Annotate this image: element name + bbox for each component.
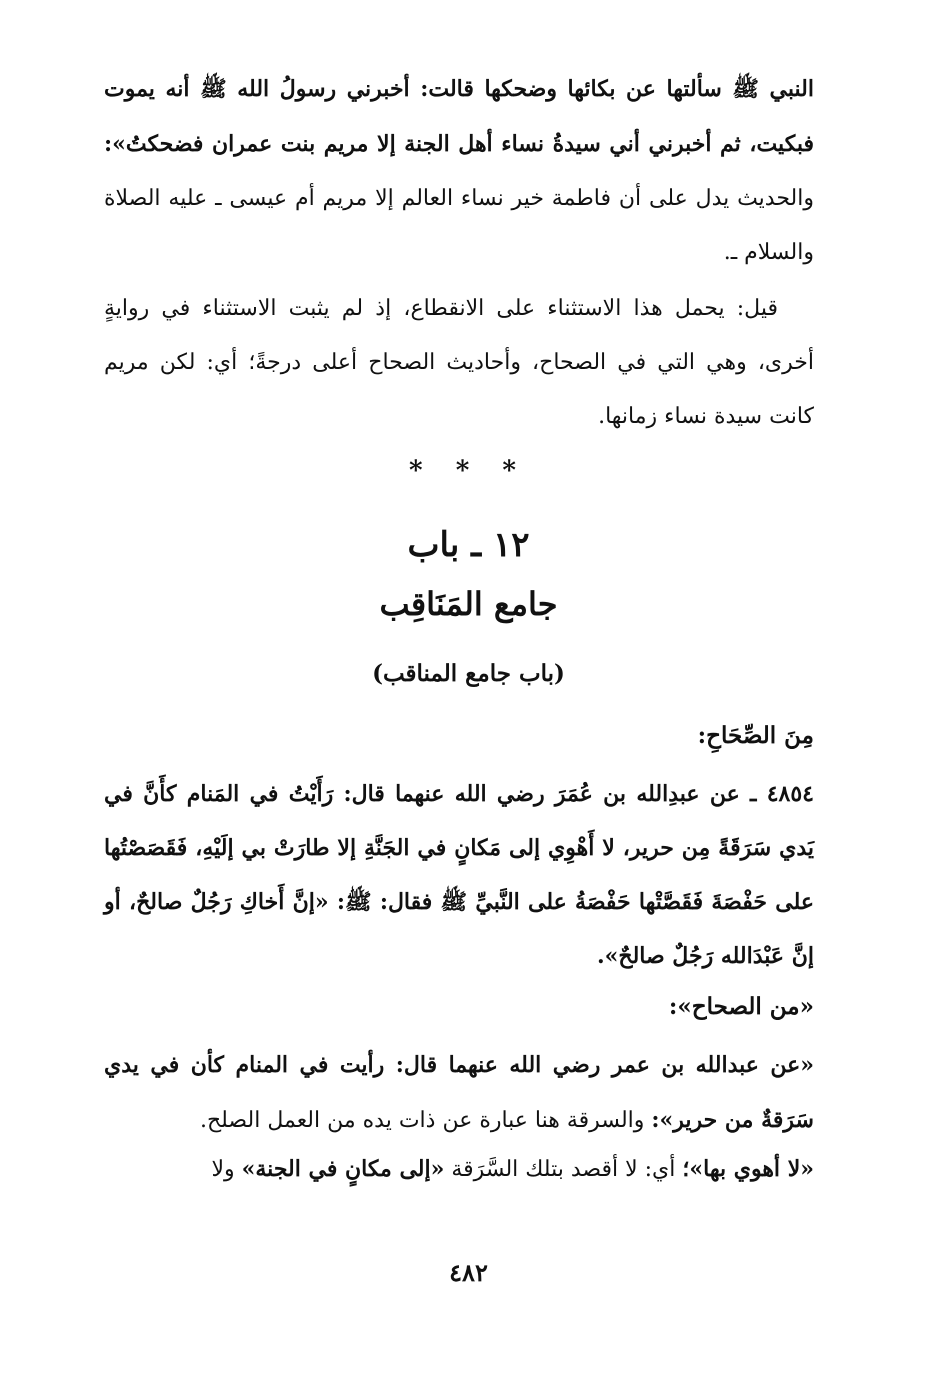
- commentary-text-b: ولا: [211, 1157, 235, 1182]
- section-label: مِنَ الصِّحَاحِ:: [697, 722, 814, 749]
- commentary-explanation-text: والسرقة هنا عبارة عن ذات يده من العمل الصلح.: [199, 1108, 645, 1133]
- opening-paragraph: [104, 62, 814, 280]
- hadith-text: ٤٨٥٤ ـ عن عبدِالله بن عُمَرَ رضي الله عنهما قال: رَأَيْتُ في المَنام كأَنَّ في يَدي سَرَقَةً مِن حرير، لا أَهْوِي إلى مَكانٍ في الجَنَّةِ إلا طارَتْ بي إلَيْهِ، فَقَصَصْتُها على حَفْصَةَ فَقَصَّتْها حَفْصَةُ على النَّبيِّ ﷺ فقال: ﷺ: «إنَّ أَخاكِ رَجُلٌ صالحٌ، أو إنَّ عَبْدَالله رَجُلٌ صالحٌ».: [104, 781, 814, 969]
- commentary-paragraph: [104, 1038, 814, 1148]
- commentary-text-a: أي: لا أقصد بتلك السَّرَقة: [451, 1157, 676, 1182]
- commentary-quote-text: «عن عبدالله بن عمر رضي الله عنهما قال: رأيت في المنام كأن في يدي سَرَقةٌ من حرير»:: [104, 1052, 814, 1133]
- commentary-quote-b: «إلى مكانٍ في الجنة»: [241, 1156, 445, 1182]
- chapter-title: جامع المَنَاقِب: [379, 585, 558, 623]
- opening-quote-text: النبي ﷺ سألتها عن بكائها وضحكها قالت: أخبرني رسولُ الله ﷺ أنه يموت فبكيت، ثم أخبرني أني سيدةُ نساء أهل الجنة إلا مريم بنت عمران فضحكتُ»:: [104, 76, 814, 157]
- opening-explanation-text: والحديث يدل على أن فاطمة خير نساء العالم إلا مريم أم عيسى ـ عليه الصلاة والسلام ـ.: [104, 186, 814, 265]
- chapter-subtitle: (باب جامع المناقب): [372, 660, 565, 687]
- commentary-paragraph-2: [104, 1142, 814, 1197]
- commentary-label: «من الصحاح»:: [668, 993, 814, 1020]
- exception-paragraph: قيل: يحمل هذا الاستثناء على الانقطاع، إذ لم يثبت الاستثناء في روايةٍ أخرى، وهي التي في الصحاح، وأحاديث الصحاح أعلى درجةً؛ أي: لكن مريم كانت سيدة نساء زمانها.: [104, 296, 814, 429]
- section-separator: * * *: [409, 456, 528, 486]
- page-number: ٤٨٢: [449, 1258, 488, 1287]
- chapter-number: ١٢ ـ باب: [407, 525, 530, 565]
- commentary-quote-a: «لا أهوي بها»؛: [682, 1156, 814, 1182]
